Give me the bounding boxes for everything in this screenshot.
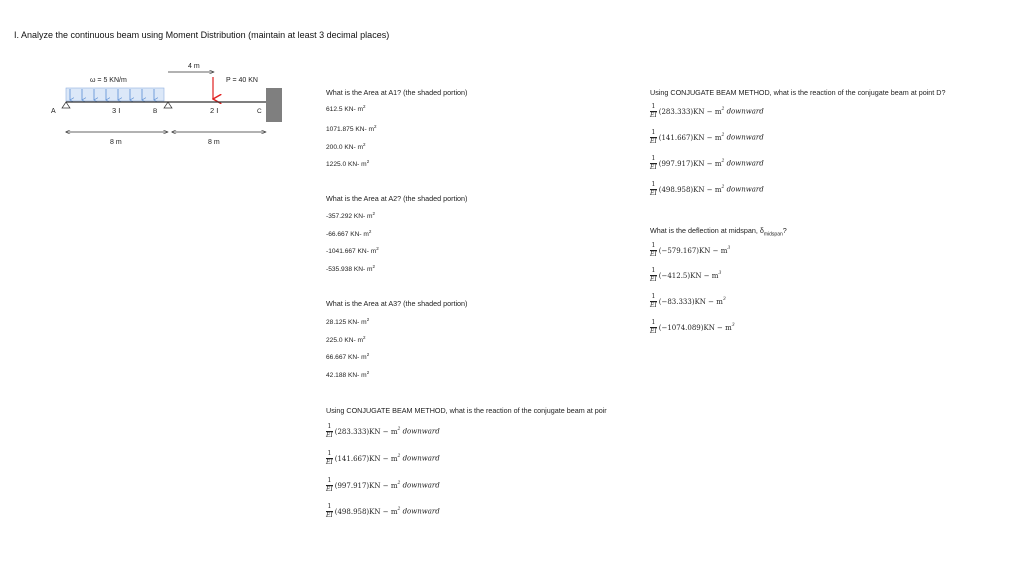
- support-b: [164, 102, 172, 108]
- question-deflection: What is the deflection at midspan, $\delta_{midspan}$?: [650, 226, 787, 238]
- option-a1-2[interactable]: 1071.875 KN- $m^2$: [326, 124, 377, 134]
- option-a2-3[interactable]: -1041.667 KN- $m^2$: [326, 246, 379, 256]
- label-b: B: [153, 108, 158, 115]
- inertia-bc: 2 I: [210, 106, 219, 115]
- option-a3-3[interactable]: 66.667 KN- $m^2$: [326, 352, 370, 362]
- option-a1-1[interactable]: 612.5 KN- $m^2$: [326, 104, 366, 114]
- option-reaction-d-2[interactable]: 1 EI (141.667)KN − m $^2$ downward: [650, 129, 764, 145]
- option-reaction-1[interactable]: 1 EI (283.333)KN − m $^2$ downward: [326, 423, 440, 439]
- distributed-load-label: ω = 5 KN/m: [90, 77, 127, 84]
- option-a1-4[interactable]: 1225.0 KN- $m^2$: [326, 159, 370, 169]
- point-load-label: P = 40 KN: [226, 77, 258, 84]
- problem-heading: I. Analyze the continuous beam using Moment Distribution (maintain at least 3 decimal places): [14, 30, 390, 40]
- span-ab-label: 8 m: [110, 139, 122, 146]
- option-a1-3[interactable]: 200.0 KN- $m^2$: [326, 142, 366, 152]
- question-conjugate-reaction: Using CONJUGATE BEAM METHOD, what is the reaction of the conjugate beam at poir: [326, 406, 607, 415]
- option-deflection-3[interactable]: 1 EI (−83.333)KN − m $^3$: [650, 293, 726, 309]
- option-reaction-d-3[interactable]: 1 EI (997.917)KN − m $^2$ downward: [650, 155, 764, 171]
- option-a3-2[interactable]: 225.0 KN- $m^2$: [326, 335, 366, 345]
- dimension-4m-label: 4 m: [188, 63, 200, 70]
- option-a2-2[interactable]: -66.667 KN- $m^2$: [326, 229, 372, 239]
- option-deflection-2[interactable]: 1 EI (−412.5)KN − m $^3$: [650, 267, 722, 283]
- option-reaction-d-4[interactable]: 1 EI (498.958)KN − m $^2$ downward: [650, 181, 764, 197]
- label-c: C: [257, 108, 262, 115]
- option-a3-4[interactable]: 42.188 KN- $m^2$: [326, 370, 370, 380]
- support-a: [62, 102, 70, 108]
- option-deflection-1[interactable]: 1 EI (−579.167)KN − m $^3$: [650, 242, 731, 258]
- option-deflection-4[interactable]: 1 EI (−1074.089)KN − m $^3$: [650, 319, 735, 335]
- question-a3: What is the Area at A3? (the shaded portion): [326, 299, 468, 308]
- fixed-support-c: [266, 88, 282, 122]
- option-reaction-4[interactable]: 1 EI (498.958)KN − m $^2$ downward: [326, 503, 440, 519]
- inertia-ab: 3 I: [112, 106, 121, 115]
- question-a2: What is the Area at A2? (the shaded portion): [326, 194, 468, 203]
- option-a2-4[interactable]: -535.938 KN- $m^2$: [326, 264, 376, 274]
- option-a2-1[interactable]: -357.292 KN- $m^2$: [326, 211, 376, 221]
- distributed-load-area: [66, 88, 164, 101]
- option-reaction-d-1[interactable]: 1 EI (283.333)KN − m $^2$ downward: [650, 103, 764, 119]
- question-reaction-d: Using CONJUGATE BEAM METHOD, what is the reaction of the conjugate beam at point D?: [650, 88, 946, 97]
- option-reaction-3[interactable]: 1 EI (997.917)KN − m $^2$ downward: [326, 477, 440, 493]
- span-bc-label: 8 m: [208, 139, 220, 146]
- option-reaction-2[interactable]: 1 EI (141.667)KN − m $^2$ downward: [326, 450, 440, 466]
- question-a1: What is the Area at A1? (the shaded portion): [326, 88, 468, 97]
- option-a3-1[interactable]: 28.125 KN- $m^2$: [326, 317, 370, 327]
- beam-diagram: [0, 50, 300, 150]
- label-a: A: [51, 108, 56, 115]
